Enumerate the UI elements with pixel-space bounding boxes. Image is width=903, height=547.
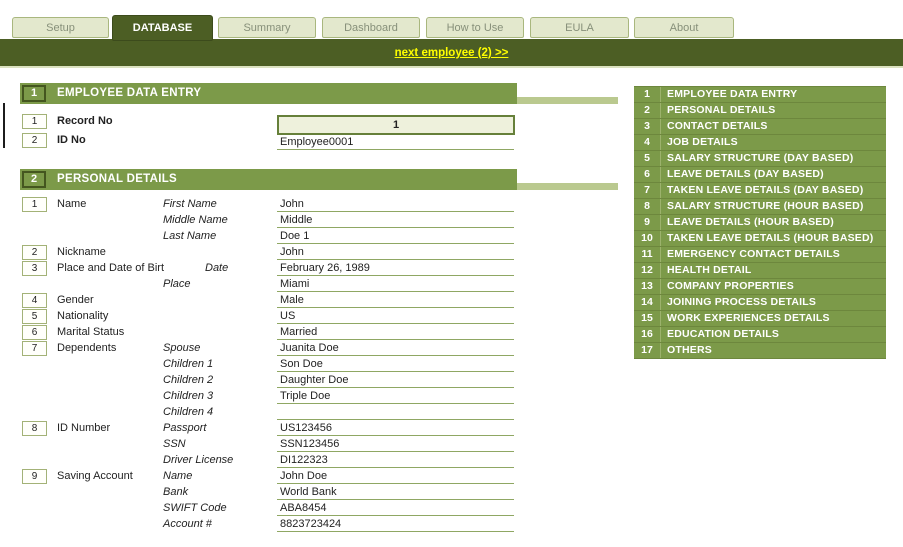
field-sublabel: Children 2 [163, 374, 214, 386]
form-row-birth-date [0, 261, 625, 277]
first-name-input[interactable]: John [277, 197, 514, 212]
tab-setup[interactable]: Setup [12, 17, 109, 38]
children-2-input[interactable]: Daughter Doe [277, 373, 514, 388]
sidebar-item-employee-data-entry[interactable] [634, 87, 886, 103]
nationality-input[interactable]: US [277, 309, 514, 324]
row-number-box: 4 [22, 293, 47, 308]
row-number-box: 8 [22, 421, 47, 436]
swift-code-input[interactable]: ABA8454 [277, 501, 514, 516]
field-sublabel: Spouse [163, 342, 201, 354]
sidebar-item-number: 12 [634, 263, 661, 278]
form-row-children-2 [0, 373, 625, 389]
sidebar-item-number: 3 [634, 119, 661, 134]
form-row-birth-place [0, 277, 625, 293]
sidebar-item-number: 4 [634, 135, 661, 150]
sidebar-item-emergency-contact[interactable] [634, 247, 886, 263]
form-row-account-name [0, 469, 625, 485]
form-row-swift-code [0, 501, 625, 517]
sidebar-item-leave-details-hour[interactable] [634, 215, 886, 231]
ssn-input[interactable]: SSN123456 [277, 437, 514, 452]
sidebar-item-personal-details[interactable] [634, 103, 886, 119]
sidebar-item-number: 17 [634, 343, 661, 358]
sidebar-item-company-properties[interactable] [634, 279, 886, 295]
sidebar-item-label: PERSONAL DETAILS [667, 104, 776, 116]
sidebar-item-contact-details[interactable] [634, 119, 886, 135]
sidebar-item-number: 2 [634, 103, 661, 118]
sidebar-item-label: SALARY STRUCTURE (HOUR BASED) [667, 200, 864, 212]
sidebar-item-label: OTHERS [667, 344, 712, 356]
form-row-middle-name [0, 213, 625, 229]
sidebar-item-number: 11 [634, 247, 661, 262]
row-number-box: 3 [22, 261, 47, 276]
section-header-strip [517, 183, 618, 190]
next-employee-link[interactable]: next employee (2) >> [394, 47, 509, 59]
spouse-input[interactable]: Juanita Doe [277, 341, 514, 356]
field-label: Gender [57, 294, 94, 306]
form-row-name [0, 197, 625, 213]
sidebar-item-label: JOINING PROCESS DETAILS [667, 296, 817, 308]
sidebar-item-salary-structure-day[interactable] [634, 151, 886, 167]
sidebar-item-education-details[interactable] [634, 327, 886, 343]
row-number-box: 2 [22, 245, 47, 260]
field-sublabel: Middle Name [163, 214, 228, 226]
record-no-input[interactable]: 1 [277, 115, 515, 135]
form-row-children-4 [0, 405, 625, 421]
row-number-box: 7 [22, 341, 47, 356]
sidebar-item-number: 13 [634, 279, 661, 294]
sidebar-item-number: 10 [634, 231, 661, 246]
field-label: Dependents [57, 342, 117, 354]
sidebar-item-taken-leave-hour[interactable] [634, 231, 886, 247]
field-sublabel: Name [163, 470, 193, 482]
sidebar-item-label: LEAVE DETAILS (DAY BASED) [667, 168, 824, 180]
section-header-strip [517, 97, 618, 104]
sidebar-item-label: LEAVE DETAILS (HOUR BASED) [667, 216, 834, 228]
form-row-spouse [0, 341, 625, 357]
tab-eula[interactable]: EULA [530, 17, 629, 38]
sidebar-item-label: CONTACT DETAILS [667, 120, 768, 132]
field-label: Record No [57, 115, 113, 127]
form-row-children-3 [0, 389, 625, 405]
section-header-employee-data-entry [20, 83, 517, 104]
row-number-box: 1 [22, 114, 47, 129]
field-sublabel: Passport [163, 422, 207, 434]
gender-input[interactable]: Male [277, 293, 514, 308]
account-name-input[interactable]: John Doe [277, 469, 514, 484]
field-sublabel: Bank [163, 486, 189, 498]
field-label: ID No [57, 134, 86, 146]
sidebar-item-number: 15 [634, 311, 661, 326]
sidebar-item-number: 16 [634, 327, 661, 342]
birth-date-input[interactable]: February 26, 1989 [277, 261, 514, 276]
section-title: EMPLOYEE DATA ENTRY [57, 87, 202, 99]
passport-input[interactable]: US123456 [277, 421, 514, 436]
bank-input[interactable]: World Bank [277, 485, 514, 500]
sidebar-item-health-detail[interactable] [634, 263, 886, 279]
tab-dashboard[interactable]: Dashboard [322, 17, 420, 38]
form-row-gender [0, 293, 625, 309]
form-row-bank [0, 485, 625, 501]
nickname-input[interactable]: John [277, 245, 514, 260]
sidebar-item-label: SALARY STRUCTURE (DAY BASED) [667, 152, 854, 164]
field-sublabel: Driver License [163, 454, 234, 466]
sidebar-item-label: EMERGENCY CONTACT DETAILS [667, 248, 841, 260]
last-name-input[interactable]: Doe 1 [277, 229, 514, 244]
children-4-input[interactable] [277, 405, 514, 420]
row-number-box: 9 [22, 469, 47, 484]
sidebar-item-number: 5 [634, 151, 661, 166]
form-row-driver-license [0, 453, 625, 469]
tab-how-to-use[interactable]: How to Use [426, 17, 524, 38]
birth-place-input[interactable]: Miami [277, 277, 514, 292]
tab-summary[interactable]: Summary [218, 17, 316, 38]
sidebar-item-taken-leave-day[interactable] [634, 183, 886, 199]
sidebar-item-number: 6 [634, 167, 661, 182]
form-row-marital-status [0, 325, 625, 341]
id-no-input[interactable]: Employee0001 [277, 135, 514, 150]
sidebar-item-job-details[interactable] [634, 135, 886, 151]
section-number-badge: 1 [22, 85, 46, 102]
sidebar-item-label: EMPLOYEE DATA ENTRY [667, 88, 798, 100]
field-sublabel: Date [205, 262, 229, 274]
sidebar-item-label: WORK EXPERIENCES DETAILS [667, 312, 830, 324]
sidebar-item-number: 9 [634, 215, 661, 230]
sidebar-item-others[interactable] [634, 343, 886, 359]
row-number-box: 1 [22, 197, 47, 212]
section-number-badge: 2 [22, 171, 46, 188]
form-row-ssn [0, 437, 625, 453]
section-index-sidebar [634, 86, 886, 359]
form-row-id-no [0, 133, 625, 149]
row-number-box: 2 [22, 133, 47, 148]
field-label: Marital Status [57, 326, 125, 338]
row-number-box: 6 [22, 325, 47, 340]
middle-name-input[interactable]: Middle [277, 213, 514, 228]
sidebar-item-label: COMPANY PROPERTIES [667, 280, 794, 292]
field-label: Nationality [57, 310, 109, 322]
field-sublabel: SSN [163, 438, 186, 450]
field-sublabel: Children 1 [163, 358, 214, 370]
sidebar-item-label: EDUCATION DETAILS [667, 328, 780, 340]
sidebar-item-leave-details-day[interactable] [634, 167, 886, 183]
field-sublabel: SWIFT Code [163, 502, 227, 514]
section-title: PERSONAL DETAILS [57, 173, 178, 185]
sidebar-item-salary-structure-hour[interactable] [634, 199, 886, 215]
field-label: Nickname [57, 246, 106, 258]
form-row-passport [0, 421, 625, 437]
sidebar-item-work-experiences[interactable] [634, 311, 886, 327]
form-row-account-number [0, 517, 625, 533]
tab-about[interactable]: About [634, 17, 734, 38]
account-number-input[interactable]: 8823723424 [277, 517, 514, 532]
sidebar-item-number: 1 [634, 87, 661, 102]
sidebar-item-joining-process[interactable] [634, 295, 886, 311]
field-sublabel: Children 3 [163, 390, 214, 402]
sidebar-item-number: 8 [634, 199, 661, 214]
form-row-nickname [0, 245, 625, 261]
sidebar-item-number: 7 [634, 183, 661, 198]
form-row-children-1 [0, 357, 625, 373]
children-3-input[interactable]: Triple Doe [277, 389, 514, 404]
field-label: Place and Date of Birt [57, 262, 165, 274]
sidebar-item-label: JOB DETAILS [667, 136, 738, 148]
field-label: Saving Account [57, 470, 133, 482]
tab-database[interactable]: DATABASE [112, 15, 213, 41]
row-number-box: 5 [22, 309, 47, 324]
field-label: Name [57, 198, 87, 210]
field-sublabel: Place [163, 278, 191, 290]
section-header-personal-details [20, 169, 517, 190]
field-sublabel: Last Name [163, 230, 217, 242]
form-row-nationality [0, 309, 625, 325]
marital-status-input[interactable]: Married [277, 325, 514, 340]
sidebar-item-label: TAKEN LEAVE DETAILS (DAY BASED) [667, 184, 864, 196]
sidebar-item-label: TAKEN LEAVE DETAILS (HOUR BASED) [667, 232, 874, 244]
sidebar-item-label: HEALTH DETAIL [667, 264, 752, 276]
field-label: ID Number [57, 422, 111, 434]
toolbar [0, 39, 903, 68]
field-sublabel: First Name [163, 198, 217, 210]
children-1-input[interactable]: Son Doe [277, 357, 514, 372]
sidebar-item-number: 14 [634, 295, 661, 310]
form-row-last-name [0, 229, 625, 245]
field-sublabel: Children 4 [163, 406, 214, 418]
driver-license-input[interactable]: DI122323 [277, 453, 514, 468]
field-sublabel: Account # [163, 518, 212, 530]
